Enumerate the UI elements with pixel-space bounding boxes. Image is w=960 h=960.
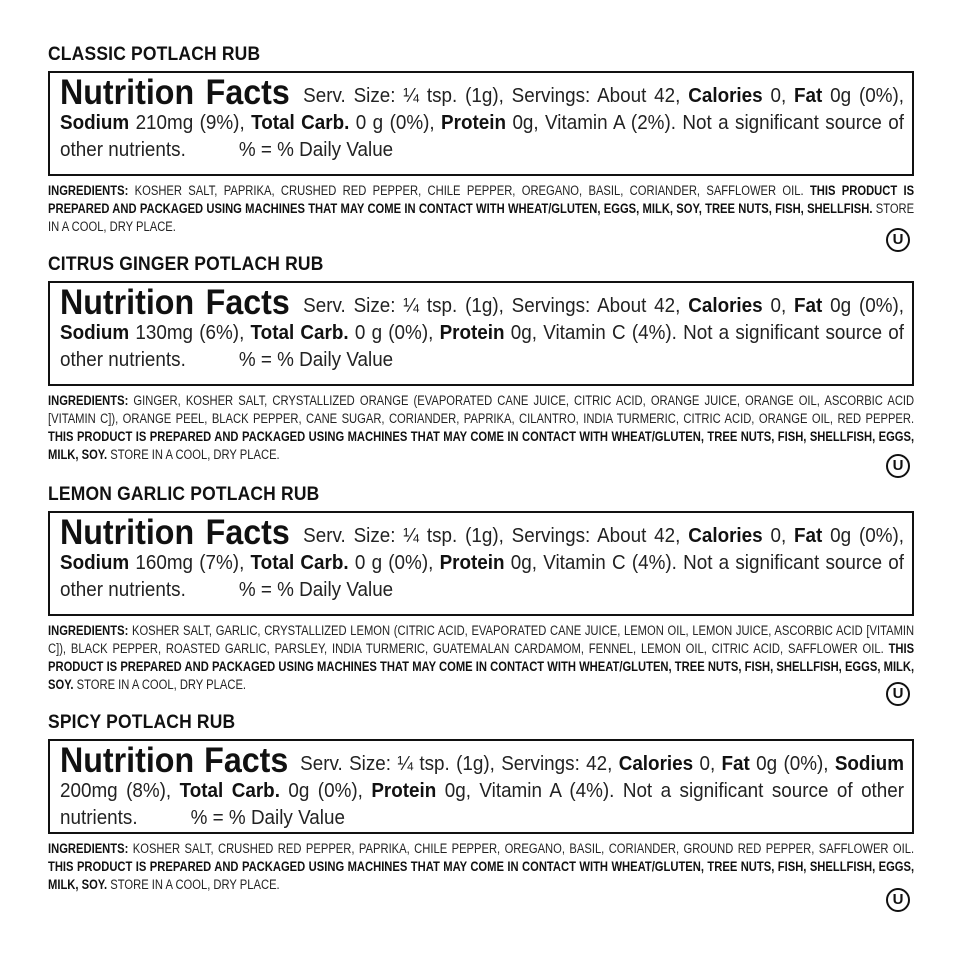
product-section-lemon-garlic bbox=[48, 484, 915, 702]
protein-label: Protein bbox=[371, 779, 437, 802]
ingredients-label: INGREDIENTS: bbox=[48, 623, 129, 638]
ingredients-list: KOSHER SALT, PAPRIKA, CRUSHED RED PEPPER, CHILE PEPPER, OREGANO, BASIL, CORIANDER, SAFFLOWER OIL. bbox=[134, 183, 804, 198]
calories-value: 0, bbox=[770, 84, 787, 107]
product-section-classic bbox=[48, 44, 915, 248]
protein-label: Protein bbox=[439, 551, 505, 574]
kosher-u-icon: U bbox=[886, 228, 910, 252]
carb-value: 0 g (0%), bbox=[354, 551, 434, 574]
calories-label: Calories bbox=[688, 524, 763, 547]
serving-info: Serv. Size: ¼ tsp. (1g), Servings: 42, bbox=[300, 752, 613, 775]
product-title: CLASSIC POTLACH RUB bbox=[48, 44, 261, 65]
ingredients-label: INGREDIENTS: bbox=[48, 393, 129, 408]
daily-value-note: % = % Daily Value bbox=[190, 806, 345, 829]
sodium-value: 200mg (8%), bbox=[60, 779, 172, 802]
carb-value: 0 g (0%), bbox=[354, 321, 434, 344]
storage-instruction: STORE IN A COOL, DRY PLACE. bbox=[110, 877, 280, 892]
sodium-value: 160mg (7%), bbox=[135, 551, 245, 574]
fat-value: 0g (0%), bbox=[830, 294, 904, 317]
carb-label: Total Carb. bbox=[250, 551, 349, 574]
storage-instruction: STORE IN A COOL, DRY PLACE. bbox=[48, 201, 915, 234]
serving-info: Serv. Size: ¼ tsp. (1g), Servings: About 42, bbox=[303, 294, 681, 317]
serving-info: Serv. Size: ¼ tsp. (1g), Servings: About 42, bbox=[303, 524, 681, 547]
daily-value-note: % = % Daily Value bbox=[238, 348, 394, 371]
calories-label: Calories bbox=[688, 84, 763, 107]
carb-value: 0 g (0%), bbox=[355, 111, 435, 134]
carb-label: Total Carb. bbox=[250, 321, 349, 344]
fat-value: 0g (0%), bbox=[756, 752, 829, 775]
ingredients-list: KOSHER SALT, CRUSHED RED PEPPER, PAPRIKA, CHILE PEPPER, OREGANO, BASIL, CORIANDER, GROUND RED PEPPER, SAFFLOWER OIL. bbox=[132, 841, 915, 856]
fat-value: 0g (0%), bbox=[830, 524, 904, 547]
protein-label: Protein bbox=[441, 111, 507, 134]
kosher-u-icon: U bbox=[886, 888, 910, 912]
nutrition-text bbox=[60, 741, 905, 831]
storage-instruction: STORE IN A COOL, DRY PLACE. bbox=[110, 447, 280, 462]
product-title: SPICY POTLACH RUB bbox=[48, 712, 236, 733]
allergen-warning: THIS PRODUCT IS PREPARED AND PACKAGED USING MACHINES THAT MAY COME IN CONTACT WITH WHEAT/GLUTEN, TREE NUTS, FISH, SHELLFISH, EGGS, MILK, SOY. bbox=[48, 859, 915, 892]
ingredients-block bbox=[48, 392, 914, 464]
sodium-label: Sodium bbox=[60, 111, 130, 134]
calories-value: 0, bbox=[699, 752, 716, 775]
sodium-value: 130mg (6%), bbox=[135, 321, 245, 344]
fat-label: Fat bbox=[794, 84, 823, 107]
nutrition-heading: Nutrition Facts bbox=[60, 283, 290, 322]
nutrition-text bbox=[60, 513, 905, 603]
allergen-warning: THIS PRODUCT IS PREPARED AND PACKAGED USING MACHINES THAT MAY COME IN CONTACT WITH WHEAT/GLUTEN, TREE NUTS, FISH, SHELLFISH, EGGS, MILK, SOY. bbox=[48, 641, 915, 692]
nutrition-heading: Nutrition Facts bbox=[60, 741, 289, 780]
protein-label: Protein bbox=[439, 321, 505, 344]
protein-value: 0g, Vitamin A (2%). Not a significant source of other nutrients. bbox=[60, 111, 905, 161]
nutrition-heading: Nutrition Facts bbox=[60, 513, 290, 552]
product-title: CITRUS GINGER POTLACH RUB bbox=[48, 254, 324, 275]
storage-instruction: STORE IN A COOL, DRY PLACE. bbox=[76, 677, 247, 692]
product-title: LEMON GARLIC POTLACH RUB bbox=[48, 484, 320, 505]
sodium-label: Sodium bbox=[60, 321, 130, 344]
allergen-warning: THIS PRODUCT IS PREPARED AND PACKAGED USING MACHINES THAT MAY COME IN CONTACT WITH WHEAT/GLUTEN, EGGS, MILK, SOY, TREE NUTS, FISH, SHELLFISH. bbox=[48, 183, 915, 216]
sodium-label: Sodium bbox=[60, 551, 130, 574]
product-section-citrus-ginger bbox=[48, 254, 915, 474]
carb-value: 0g (0%), bbox=[288, 779, 363, 802]
protein-value: 0g, Vitamin C (4%). Not a significant source of other nutrients. bbox=[60, 551, 905, 601]
ingredients-list: GINGER, KOSHER SALT, CRYSTALLIZED ORANGE (EVAPORATED CANE JUICE, CITRIC ACID, ORANGE JUICE, ORANGE OIL, ASCORBIC ACID [VITAMIN C]), ORANGE PEEL, BLACK PEPPER, CANE SUGAR, CORIANDER, PAPRIKA, CILANTRO, INDIA TURMERIC, CITRIC ACID, ORANGE OIL, RED PEPPER. bbox=[48, 393, 915, 426]
sodium-value: 210mg (9%), bbox=[135, 111, 245, 134]
ingredients-label: INGREDIENTS: bbox=[48, 841, 129, 856]
ingredients-block bbox=[48, 182, 914, 236]
nutrition-facts-box bbox=[48, 71, 914, 176]
kosher-u-icon: U bbox=[886, 682, 910, 706]
nutrition-heading: Nutrition Facts bbox=[60, 73, 290, 112]
ingredients-block bbox=[48, 622, 914, 694]
allergen-warning: THIS PRODUCT IS PREPARED AND PACKAGED USING MACHINES THAT MAY COME IN CONTACT WITH WHEAT/GLUTEN, TREE NUTS, FISH, SHELLFISH, EGGS, MILK, SOY. bbox=[48, 429, 915, 462]
ingredients-list: KOSHER SALT, GARLIC, CRYSTALLIZED LEMON (CITRIC ACID, EVAPORATED CANE JUICE, LEMON OIL, LEMON JUICE, ASCORBIC ACID [VITAMIN C]), BLACK PEPPER, ROASTED GARLIC, PARSLEY, INDIA TURMERIC, GUATEMALAN CARDAMOM, FENNEL, LEMON OIL, CITRIC ACID, SAFFLOWER OIL. bbox=[48, 623, 915, 656]
protein-value: 0g, Vitamin C (4%). Not a significant source of other nutrients. bbox=[60, 321, 905, 371]
fat-value: 0g (0%), bbox=[830, 84, 904, 107]
nutrition-facts-box bbox=[48, 739, 914, 834]
calories-value: 0, bbox=[770, 524, 787, 547]
fat-label: Fat bbox=[794, 524, 823, 547]
nutrition-facts-box bbox=[48, 281, 914, 386]
nutrition-text bbox=[60, 283, 905, 373]
daily-value-note: % = % Daily Value bbox=[238, 138, 394, 161]
nutrition-facts-box bbox=[48, 511, 914, 616]
daily-value-note: % = % Daily Value bbox=[238, 578, 394, 601]
calories-value: 0, bbox=[770, 294, 787, 317]
ingredients-block bbox=[48, 840, 914, 894]
protein-value: 0g, Vitamin A (4%). Not a significant source of other nutrients. bbox=[60, 779, 905, 829]
carb-label: Total Carb. bbox=[179, 779, 280, 802]
serving-info: Serv. Size: ¼ tsp. (1g), Servings: About 42, bbox=[303, 84, 681, 107]
ingredients-label: INGREDIENTS: bbox=[48, 183, 129, 198]
fat-label: Fat bbox=[794, 294, 823, 317]
carb-label: Total Carb. bbox=[251, 111, 350, 134]
fat-label: Fat bbox=[721, 752, 750, 775]
calories-label: Calories bbox=[688, 294, 763, 317]
sodium-label: Sodium bbox=[834, 752, 904, 775]
calories-label: Calories bbox=[618, 752, 694, 775]
nutrition-text bbox=[60, 73, 905, 163]
product-section-spicy bbox=[48, 712, 915, 908]
kosher-u-icon: U bbox=[886, 454, 910, 478]
